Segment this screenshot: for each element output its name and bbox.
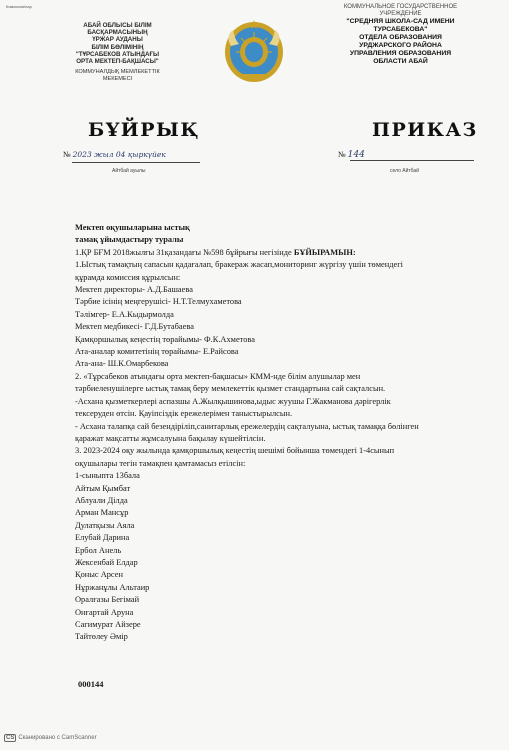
order-number-right <box>338 150 365 160</box>
student-name: Аблуали Ділда <box>75 495 128 505</box>
item-2-line: тексеруден өтсін. Қауіпсіздік ережелерімен таныстырылсын. <box>75 409 293 419</box>
student-name: Ербол Анель <box>75 545 122 555</box>
header-right-line: ТУРСАБЕКОВА" <box>373 26 428 33</box>
commission-member: Тәлімгер- Е.А.Кыдырмолда <box>75 309 174 319</box>
commission-member: Мектеп директоры- А.Д.Башаева <box>75 285 193 295</box>
header-left-line: АБАЙ ОБЛЫСЫ БІЛІМ <box>83 22 152 29</box>
header-right-line: ОТДЕЛА ОБРАЗОВАНИЯ <box>359 34 442 41</box>
student-name: Елубай Дарина <box>75 533 130 543</box>
place-right: село Айтбай <box>390 168 419 174</box>
header-left-sub-line: МЕКЕМЕСІ <box>102 75 133 82</box>
header-left-line: БІЛІМ БӨЛІМІНІҢ <box>91 43 144 51</box>
item-1-line: 1.Ыстық тамақтың сапасын қадағалап, бракераж жасап,мониторинг жүргізу үшін төмендегі <box>75 260 403 270</box>
camscanner-icon: CS <box>6 735 15 741</box>
header-right-line: УРДЖАРСКОГО РАЙОНА <box>359 42 442 49</box>
handwritten-date: 2023 жыл 04 қыркүйек <box>72 150 166 159</box>
student-name: Қоныс Арсен <box>75 570 123 580</box>
order-subject-line: тамақ ұйымдастыру туралы <box>75 235 184 245</box>
scanner-footer-text: Сканировано с CamScanner <box>18 735 97 741</box>
header-right-line: УПРАВЛЕНИЯ ОБРАЗОВАНИЯ <box>349 50 452 57</box>
number-sign: № <box>63 150 71 159</box>
student-name: Жексенбай Елдар <box>75 557 138 567</box>
place-left: Айтбай ауылы <box>112 168 146 174</box>
header-left-sub-line: КОММУНАЛДЫҚ МЕМЛЕКЕТТІК <box>75 69 160 76</box>
item-2-line: 2. «Тұрсабеков атындағы орта мектеп-бақшасы» КММ-нде білім алушылар мен <box>75 371 361 381</box>
order-subject-line: Мектеп оқушыларына ыстық <box>75 223 190 232</box>
header-left-line: БАСҚАРМАСЫНЫҢ <box>87 29 148 37</box>
top-corner-mark: Комиссия/лар <box>6 4 32 9</box>
student-name: Сагимурат Айзере <box>75 620 141 629</box>
student-name: Дулатқызы Аяла <box>75 520 135 530</box>
student-name: Нұржанұлы Альтаир <box>75 582 150 592</box>
kazakhstan-emblem-icon <box>223 16 285 84</box>
student-name: Онғартай Аруна <box>75 607 134 617</box>
header-right-line: ОБЛАСТИ АБАЙ <box>373 58 428 65</box>
commission-member: Тәрбие ісінің меңгерушісі- Н.Т.Телмухаметова <box>75 297 242 307</box>
student-name: Оралғазы Бегімай <box>75 595 140 605</box>
number-sign: № <box>338 150 346 159</box>
item-3-line: 3. 2023-2024 оқу жылында қамқоршылық кеңестің шешімі бойынша төмендегі 1-4сынып <box>75 446 395 456</box>
item-2-line: - Асхана талапқа сай безендіріліп,санитарлық ережелердің сақталуына, ыстық тамаққа бөлінген <box>75 421 419 431</box>
item-3-line: оқушылары тегін тамақпен қамтамасыз етілсін: <box>75 458 246 468</box>
header-left-sub <box>50 69 185 82</box>
basis-text: 1.ҚР БҒМ 2018жылғы 31қазандағы №598 бұйрығы негізінде <box>75 247 294 257</box>
class-heading: 1-сыныпта 13бала <box>75 471 140 481</box>
item-2-line: қаражат мақсатты жұмсалуына бақылау күшейтілсін. <box>75 433 266 443</box>
number-underline-right <box>350 160 474 161</box>
commission-member: Ата-ана- Ш.К.Омарбекова <box>75 359 169 369</box>
order-body <box>75 222 475 644</box>
handwritten-number: 144 <box>347 150 365 160</box>
student-name: Айтым Қымбат <box>75 483 131 493</box>
commission-member: Ата-аналар комитетінің төрайымы- Е.Райсова <box>75 347 239 357</box>
item-2-line: -Асхана қызметкерлері аспазшы А.Жылқышинова,ыдыс жуушы Г.Жакманова дәрігерлік <box>75 396 391 406</box>
header-right-line: "СРЕДНЯЯ ШКОЛА-САД ИМЕНИ <box>346 18 455 25</box>
header-right-ru <box>318 4 483 66</box>
commission-member: Мектеп медбикесі- Г.Д.Бутабаева <box>75 322 194 332</box>
item-1-line: құрамда комиссия құрылсын: <box>75 272 181 282</box>
basis-directive: БҰЙЫРАМЫН: <box>293 247 356 257</box>
scanner-footer <box>4 734 97 742</box>
header-left-line: ОРТА МЕКТЕП-БАҚШАСЫ" <box>76 58 159 66</box>
header-right-line: КОММУНАЛЬНОЕ ГОСУДАРСТВЕННОЕ <box>343 4 458 10</box>
order-basis <box>75 247 475 259</box>
header-left-kz <box>50 22 185 82</box>
commission-member: Қамқоршылық кеңестің төрайымы- Ф.К.Ахметова <box>75 334 255 344</box>
order-title-ru: ПРИКАЗ <box>372 119 478 141</box>
header-left-line: "ТҰРСАБЕКОВ АТЫНДАҒЫ <box>75 50 160 58</box>
student-name: Арман Мансұр <box>75 508 129 518</box>
header-left-line: ҮРЖАР АУДАНЫ <box>92 36 143 44</box>
document-number: 000144 <box>78 679 104 689</box>
number-underline-left <box>72 162 200 163</box>
student-name: Тайтөлеу Әмір <box>75 632 128 642</box>
item-2-line: тәрбиеленушілерге ыстық тамақ беру мемлекеттік қызмет стандартына сай сақталсын. <box>75 384 386 394</box>
header-right-line: УЧРЕЖДЕНИЕ <box>379 11 422 17</box>
order-number-left <box>63 150 166 159</box>
order-title-kz: БҰЙРЫҚ <box>88 119 200 141</box>
